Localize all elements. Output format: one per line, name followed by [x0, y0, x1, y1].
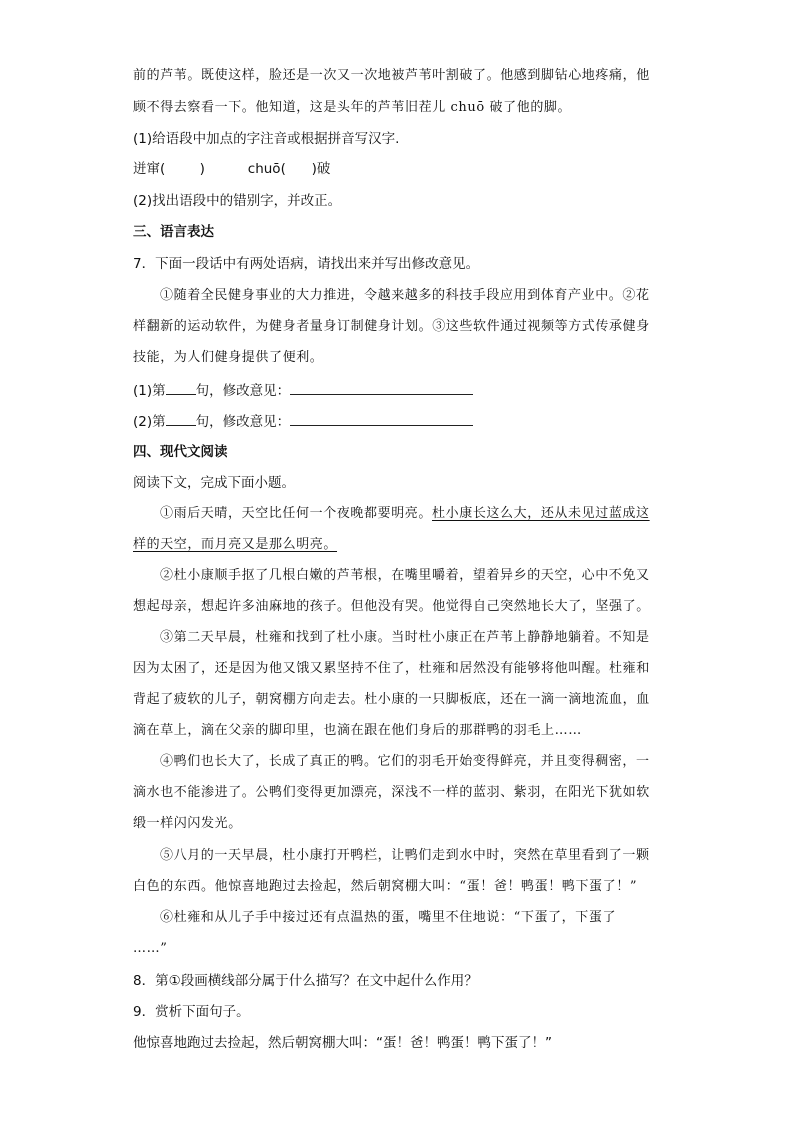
reading-paragraph-5-line: ⑤八月的一天早晨，杜小康打开鸭栏，让鸭们走到水中时，突然在草里看到了一颗 — [160, 848, 650, 863]
reading-paragraph-3-line: 因为太困了，还是因为他又饿又累坚持不住了，杜雍和居然没有能够将他叫醒。杜雍和 — [133, 661, 650, 676]
reading-paragraph-4-line: 缎一样闪闪发光。 — [133, 816, 242, 831]
answer-blank-sentence-number[interactable] — [166, 380, 196, 395]
reading-plain-text: ①雨后天晴，天空比任何一个夜晚都要明亮。 — [160, 506, 433, 521]
answer-blank-revision[interactable] — [290, 380, 473, 395]
answer-suffix: 句，修改意见： — [195, 414, 291, 430]
reading-intro: 阅读下文，完成下面小题。 — [133, 475, 295, 491]
answer-blank-sentence-number[interactable] — [166, 411, 196, 426]
reading-paragraph-4-line: 滴水也不能渗进了。公鸭们变得更加漂亮，深浅不一样的蓝羽、紫羽，在阳光下犹如软 — [133, 785, 650, 800]
answer-prefix: (2)第 — [133, 414, 166, 430]
passage-line: 顾不得去察看一下。他知道，这是头年的芦苇旧茬儿 chuō 破了他的脚。 — [133, 100, 572, 115]
question-8: 8．第①段画横线部分属于什么描写？在文中起什么作用？ — [133, 973, 478, 989]
question-7-paragraph-line: 技能，为人们健身提供了便利。 — [133, 350, 324, 365]
reading-paragraph-3-line: 滴在草上，滴在父亲的脚印里，也滴在跟在他们身后的那群鸭的羽毛上…… — [133, 723, 582, 738]
answer-prefix: (1)第 — [133, 383, 166, 399]
passage-line: 前的芦苇。既使这样，脸还是一次又一次地被芦苇叶割破了。他感到脚钻心地疼痛，他 — [133, 68, 650, 83]
question-6-sub2: (2)找出语段中的错别字，并改正。 — [133, 193, 342, 209]
reading-paragraph-6-line: ⑥杜雍和从儿子手中接过还有点温热的蛋，嘴里不住地说：“下蛋了，下蛋了 — [160, 910, 617, 925]
reading-paragraph-3-line: 背起了疲软的儿子，朝窝棚方向走去。杜小康的一只脚板底，还在一滴一滴地流血，血 — [133, 692, 650, 707]
question-9-quote: 他惊喜地跑过去捡起，然后朝窝棚大叫：“蛋！爸！鸭蛋！鸭下蛋了！” — [133, 1035, 552, 1051]
reading-paragraph-5-line: 白色的东西。他惊喜地跑过去捡起，然后朝窝棚大叫：“蛋！爸！鸭蛋！鸭下蛋了！” — [133, 879, 638, 894]
question-6-pinyin-line: 迸窜( ) chuō( )破 — [133, 161, 331, 177]
reading-paragraph-2-line: 想起母亲，想起许多油麻地的孩子。但他没有哭。他觉得自己突然地长大了，坚强了。 — [133, 599, 650, 614]
question-7-answer-2 — [133, 411, 473, 432]
reading-paragraph-3-line: ③第二天早晨，杜雍和找到了杜小康。当时杜小康正在芦苇上静静地躺着。不知是 — [160, 630, 650, 645]
question-7-answer-1 — [133, 380, 473, 401]
reading-paragraph-2-line: ②杜小康顺手抠了几根白嫩的芦苇根，在嘴里嚼着，望着异乡的天空，心中不免又 — [160, 568, 650, 583]
underlined-text: 样的天空，而月亮又是那么明亮。 — [133, 537, 338, 552]
reading-paragraph-1-line — [160, 504, 650, 524]
reading-paragraph-6-line: ……” — [133, 941, 168, 956]
answer-suffix: 句，修改意见： — [195, 383, 291, 399]
reading-paragraph-4-line: ④鸭们也长大了，长成了真正的鸭。它们的羽毛开始变得鲜亮，并且变得稠密，一 — [160, 754, 650, 769]
question-9: 9．赏析下面句子。 — [133, 1004, 250, 1020]
reading-paragraph-1-line — [133, 535, 337, 555]
underlined-text: 杜小康长这么大，还从未见过蓝成这 — [432, 506, 650, 521]
question-7-paragraph-line: 样翻新的运动软件，为健身者量身订制健身计划。③这些软件通过视频等方式传承健身 — [133, 319, 650, 334]
answer-blank-revision[interactable] — [290, 411, 473, 426]
question-7-prompt: 7．下面一段话中有两处语病，请找出来并写出修改意见。 — [133, 256, 480, 272]
question-6-sub1: (1)给语段中加点的字注音或根据拼音写汉字. — [133, 131, 400, 147]
section-heading-modern-reading: 四、现代文阅读 — [133, 444, 228, 460]
section-heading-language-expression: 三、语言表达 — [133, 224, 214, 240]
question-7-paragraph-line: ①随着全民健身事业的大力推进，令越来越多的科技手段应用到体育产业中。②花 — [160, 288, 650, 303]
